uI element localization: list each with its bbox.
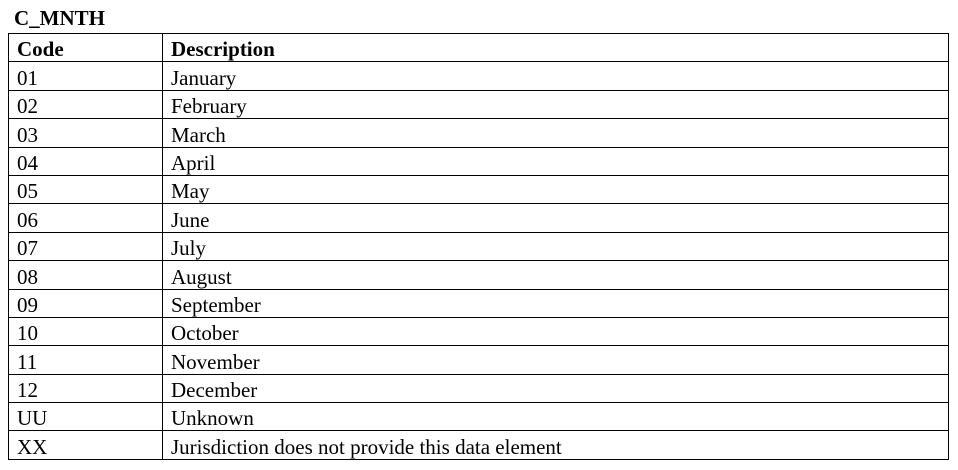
- description-cell: December: [163, 374, 949, 402]
- header-row: [9, 34, 949, 62]
- code-cell: 10: [9, 317, 163, 345]
- code-cell: 02: [9, 90, 163, 118]
- description-cell: January: [163, 62, 949, 90]
- code-cell: 09: [9, 289, 163, 317]
- description-cell: July: [163, 232, 949, 260]
- table-row: [9, 346, 949, 374]
- table-row: [9, 62, 949, 90]
- description-cell: Unknown: [163, 403, 949, 431]
- table-row: [9, 289, 949, 317]
- code-cell: 04: [9, 147, 163, 175]
- table-row: [9, 119, 949, 147]
- table-title: C_MNTH: [14, 6, 105, 30]
- description-cell: Jurisdiction does not provide this data element: [163, 431, 949, 459]
- header-description: Description: [163, 34, 949, 62]
- code-cell: XX: [9, 431, 163, 459]
- header-code: Code: [9, 34, 163, 62]
- description-cell: October: [163, 317, 949, 345]
- code-cell: 06: [9, 204, 163, 232]
- table-row: [9, 317, 949, 345]
- code-cell: 03: [9, 119, 163, 147]
- table-row: [9, 374, 949, 402]
- table-row: [9, 232, 949, 260]
- description-cell: November: [163, 346, 949, 374]
- description-cell: May: [163, 175, 949, 203]
- description-cell: August: [163, 261, 949, 289]
- table-row: [9, 204, 949, 232]
- table-row: [9, 90, 949, 118]
- code-cell: 08: [9, 261, 163, 289]
- code-cell: 05: [9, 175, 163, 203]
- table-row: [9, 403, 949, 431]
- description-cell: March: [163, 119, 949, 147]
- description-cell: June: [163, 204, 949, 232]
- table-row: [9, 261, 949, 289]
- code-cell: 12: [9, 374, 163, 402]
- code-cell: UU: [9, 403, 163, 431]
- code-cell: 07: [9, 232, 163, 260]
- table-row: [9, 147, 949, 175]
- code-cell: 01: [9, 62, 163, 90]
- code-table: [8, 33, 949, 460]
- description-cell: April: [163, 147, 949, 175]
- description-cell: February: [163, 90, 949, 118]
- code-cell: 11: [9, 346, 163, 374]
- description-cell: September: [163, 289, 949, 317]
- table-row: [9, 431, 949, 459]
- table-row: [9, 175, 949, 203]
